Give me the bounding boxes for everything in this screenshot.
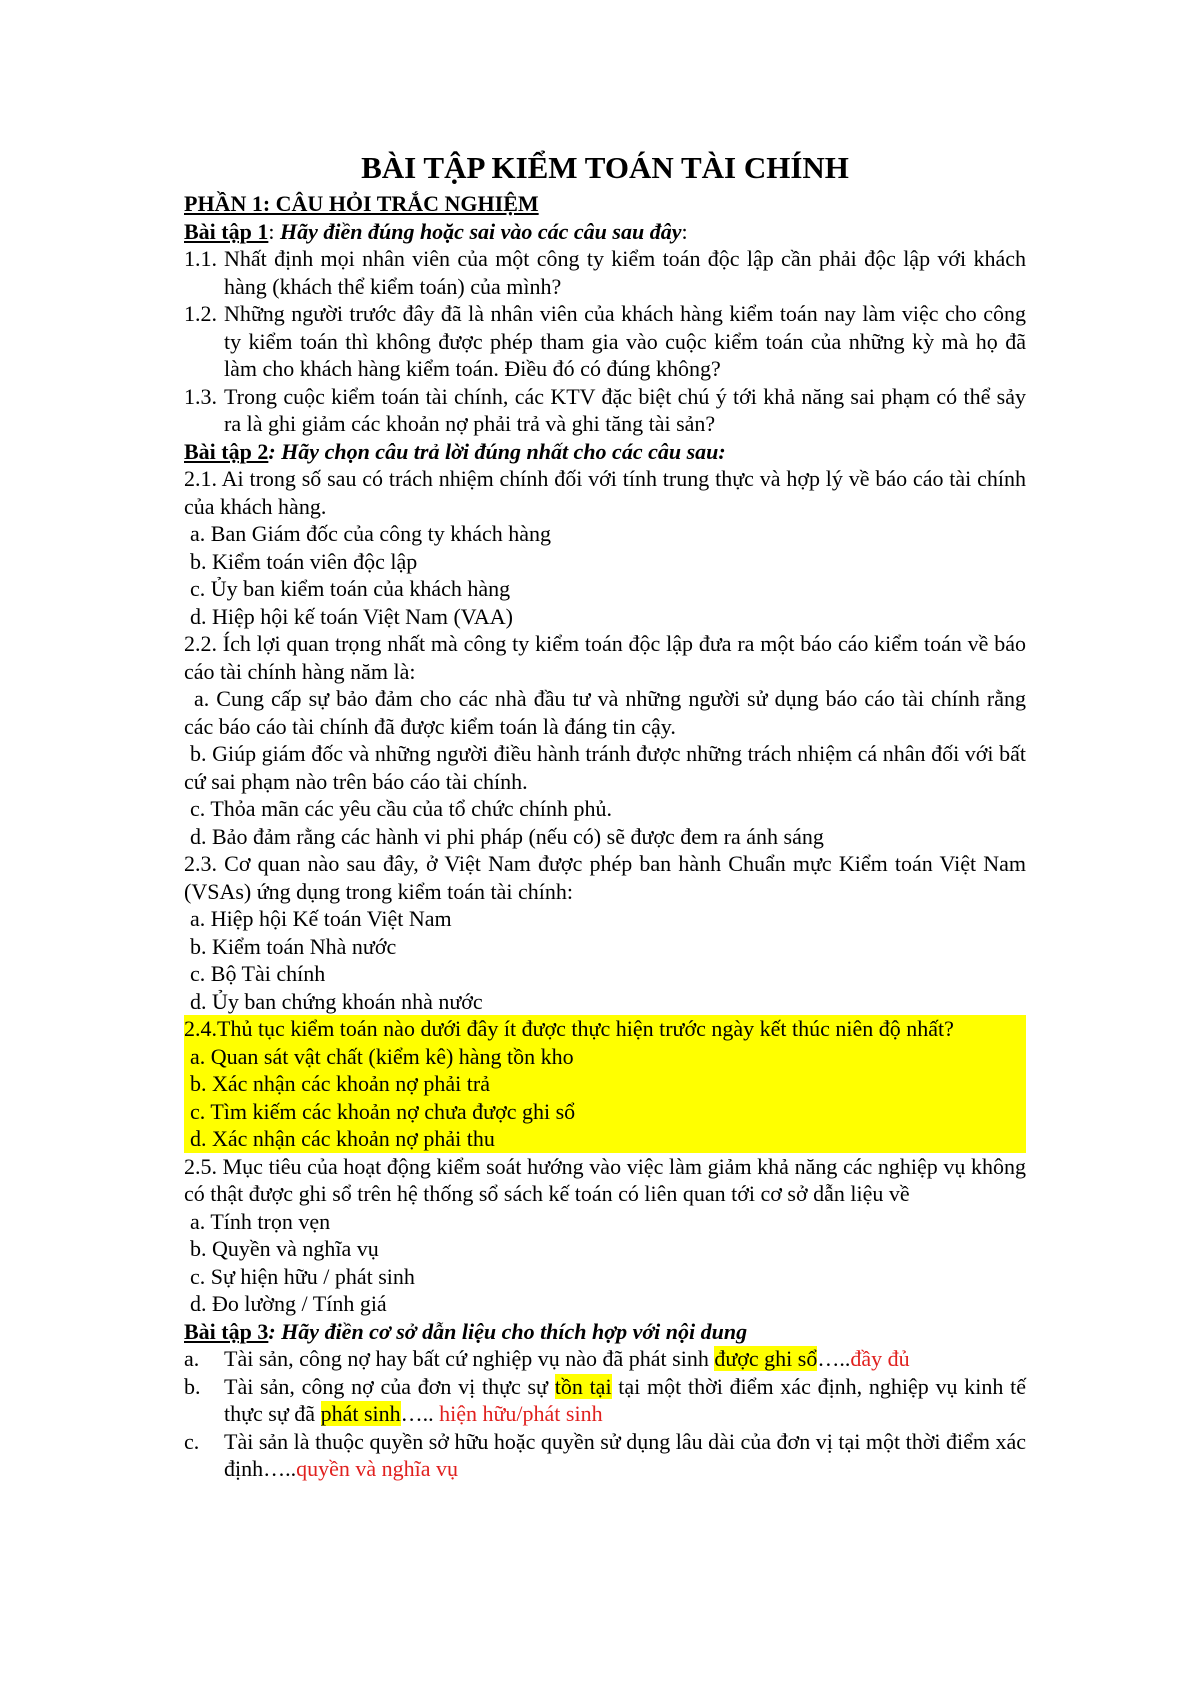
option-a: a. Ban Giám đốc của công ty khách hàng [190,521,552,546]
exercise-1-tail: : [681,218,688,244]
item-text-part: Tài sản, công nợ của đơn vị thực sự [224,1373,555,1399]
dots: ….. [400,1401,440,1426]
option-a: a. Hiệp hội Kế toán Việt Nam [190,906,452,931]
question-text: Trong cuộc kiểm toán tài chính, các KTV đặc biệt chú ý tới khả năng sai phạm có thể sảy ra là ghi giảm các khoản nợ phải trả và ghi tăng tài sản? [224,383,1026,436]
option-d: d. Đo lường / Tính giá [190,1291,387,1316]
question-text: Những người trước đây đã là nhân viên của khách hàng kiểm toán nay làm việc cho công ty kiểm toán thì không được phép tham gia vào cuộc kiểm toán của những kỳ mà họ đã làm cho khách hàng kiểm toán. Điều đó có đúng không? [224,301,1026,381]
dots: ….. [817,1346,851,1371]
exercise-3-label: Bài tập 3 [184,1318,269,1344]
option-a: a. Tính trọn vẹn [190,1208,331,1234]
item-text-part: Tài sản là thuộc quyền sở hữu hoặc quyền sử dụng lâu dài của đơn vị tại một thời điểm xác định [224,1428,1026,1481]
item-text [224,1345,1026,1373]
document-title: BÀI TẬP KIỂM TOÁN TÀI CHÍNH [361,150,849,185]
question-2-4: 2.4.Thủ tục kiểm toán nào dưới đây ít được thực hiện trước ngày kết thúc niên độ nhất? [184,1016,954,1041]
item-letter: c. [184,1428,200,1454]
exercise-3-header [184,1318,1026,1346]
item-letter: b. [184,1373,201,1399]
option-c: c. Sự hiện hữu / phát sinh [190,1263,415,1289]
question-1-3 [184,383,1026,438]
answer-text: hiện hữu/phát sinh [439,1401,603,1426]
option-b: b. Giúp giám đốc và những người điều hành tránh được những trách nhiệm cá nhân đối với bất cứ sai phạm nào trên báo cáo tài chính. [184,741,1026,794]
exercise-2-label: Bài tập 2 [184,438,269,464]
answer-text: đầy đủ [850,1346,910,1371]
exercise-1-header [184,218,1026,246]
option-d: d. Ủy ban chứng khoán nhà nước [190,988,483,1014]
option-a: a. Quan sát vật chất (kiểm kê) hàng tồn kho [190,1043,574,1069]
exercise-2-instruction: : Hãy chọn câu trả lời đúng nhất cho các câu sau: [268,438,726,464]
item-letter: a. [184,1346,200,1371]
option-d: d. Xác nhận các khoản nợ phải thu [190,1126,495,1151]
option-c: c. Bộ Tài chính [190,961,326,986]
option-d: d. Hiệp hội kế toán Việt Nam (VAA) [190,603,513,629]
option-b: b. Kiểm toán viên độc lập [190,548,418,574]
question-2-1: 2.1. Ai trong số sau có trách nhiệm chính đối với tính trung thực và hợp lý về báo cáo tài chính của khách hàng. [184,466,1026,519]
question-number: 1.2. [184,301,217,326]
option-c: c. Ủy ban kiểm toán của khách hàng [190,576,511,601]
document-content [184,140,1026,1483]
dots: ….. [263,1456,297,1481]
item-text [224,1428,1026,1483]
answer-text: quyền và nghĩa vụ [296,1456,459,1481]
fill-item-c [184,1428,1026,1483]
highlighted-phrase: tồn tại [554,1373,612,1399]
question-number: 1.3. [184,383,217,409]
option-c: c. Thỏa mãn các yêu cầu của tổ chức chính phủ. [190,796,613,821]
question-1-2 [184,300,1026,383]
item-text-part: tại một thời điểm xác định, nghiệp vụ kinh tế thực sự đã [224,1373,1026,1426]
option-c: c. Tìm kiếm các khoản nợ chưa được ghi sổ [190,1098,576,1124]
option-d: d. Bảo đảm rằng các hành vi phi pháp (nếu có) sẽ được đem ra ánh sáng [190,823,824,849]
part1-heading: PHẦN 1: CÂU HỎI TRẮC NGHIỆM [184,191,539,216]
question-2-3: 2.3. Cơ quan nào sau đây, ở Việt Nam được phép ban hành Chuẩn mực Kiểm toán Việt Nam (VSAs) ứng dụng trong kiểm toán tài chính: [184,851,1026,904]
question-2-2: 2.2. Ích lợi quan trọng nhất mà công ty kiểm toán độc lập đưa ra một báo cáo kiểm toán về báo cáo tài chính hàng năm là: [184,631,1026,684]
question-1-1 [184,245,1026,300]
exercise-1-colon: : [268,218,280,244]
option-b: b. Quyền và nghĩa vụ [190,1236,379,1261]
option-b: b. Kiểm toán Nhà nước [190,933,397,959]
exercise-3-instruction: : Hãy điền cơ sở dẫn liệu cho thích hợp với nội dung [268,1318,748,1344]
option-b: b. Xác nhận các khoản nợ phải trả [190,1071,490,1096]
question-number: 1.1. [184,246,217,271]
item-text-part: Tài sản, công nợ hay bất cứ nghiệp vụ nào đã phát sinh [224,1346,715,1371]
question-text: Nhất định mọi nhân viên của một công ty kiểm toán độc lập cần phải độc lập với khách hàng (khách thể kiểm toán) của mình? [224,246,1026,299]
option-a: a. Cung cấp sự bảo đảm cho các nhà đầu tư và những người sử dụng báo cáo tài chính rằng các báo cáo tài chính đã được kiểm toán là đáng tin cậy. [184,686,1026,739]
exercise-2-header [184,438,1026,466]
question-2-5: 2.5. Mục tiêu của hoạt động kiểm soát hướng vào việc làm giảm khả năng các nghiệp vụ không có thật được ghi sổ trên hệ thống sổ sách kế toán có liên quan tới cơ sở dẫn liệu về [184,1153,1026,1206]
highlighted-question-block [184,1015,1026,1153]
exercise-1-label: Bài tập 1 [184,218,269,244]
fill-item-b [184,1373,1026,1428]
highlighted-phrase: phát sinh [320,1401,401,1426]
exercise-1-instruction: Hãy điền đúng hoặc sai vào các câu sau đây [279,218,682,244]
highlighted-phrase: được ghi sổ [714,1346,818,1371]
fill-item-a [184,1345,1026,1373]
item-text [224,1373,1026,1428]
